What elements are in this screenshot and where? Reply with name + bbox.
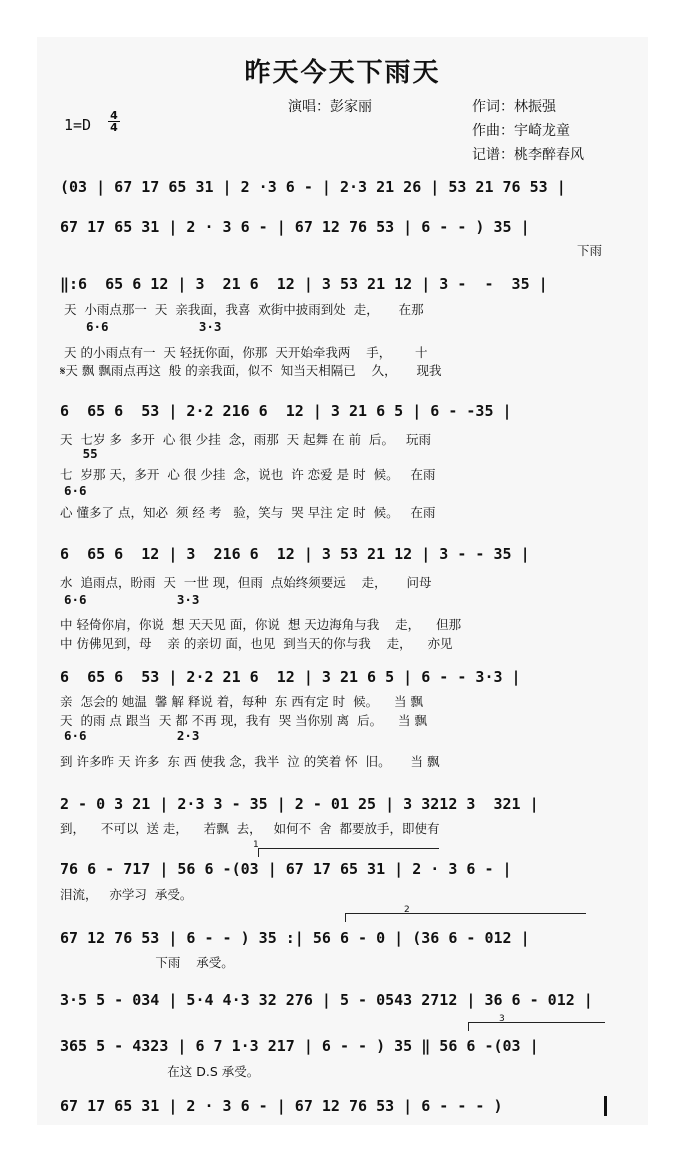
- score-line-8-notes: 76 6 - 717 | 56 6 -(03 | 67 17 65 31 | 2 · 3 6 - |: [60, 860, 512, 878]
- score-line-11-lyrics: 在这 D.S 承受。: [60, 1064, 260, 1079]
- score-line-6-lyrics-2: 天 的雨 点 跟当 天 都 不再 现，我有 哭 当你别 离 后。 当 飘: [60, 713, 427, 728]
- score-line-9-lyrics: 下雨 承受。: [60, 955, 234, 970]
- score-line-5-lyrics-2: 中 轻倚你肩，你说 想 天天见 面，你说 想 天边海角与我 走， 但那: [60, 617, 462, 632]
- score-line-4-variant-notes-2: 6·6: [64, 483, 87, 498]
- score-line-6-variant-notes: 6·6 2·3: [64, 728, 200, 743]
- song-title: 昨天今天下雨天: [244, 58, 441, 88]
- score-line-5-notes: 6 65 6 12 | 3 216 6 12 | 3 53 21 12 | 3 - - 35 |: [60, 545, 530, 563]
- time-signature: [108, 110, 120, 133]
- score-line-3-lyrics-3: 𝄋天 飘 飘雨点再这 般 的亲我面，似不 知当天相隔已 久， 现我: [60, 363, 442, 378]
- score-line-2-notes: 67 17 65 31 | 2 · 3 6 - | 67 12 76 53 | 6 - - ) 35 |: [60, 218, 530, 236]
- score-line-12-notes: 67 17 65 31 | 2 · 3 6 - | 67 12 76 53 | 6 - - - ): [60, 1097, 503, 1115]
- score-line-2-lyrics: 下雨: [577, 243, 603, 258]
- score-line-5-variant-notes: 6·6 3·3: [64, 592, 200, 607]
- transcriber-credit: 记谱：桃李醉春风: [472, 147, 584, 163]
- score-line-10-notes: 3·5 5 - 034 | 5·4 4·3 32 276 | 5 - 0543 2712 | 36 6 - 012 |: [60, 991, 593, 1009]
- final-barline: [604, 1096, 607, 1116]
- score-line-4-variant-notes-1: 55: [60, 446, 98, 461]
- score-line-1-notes: (03 | 67 17 65 31 | 2 ·3 6 - | 2·3 21 26 | 53 21 76 53 |: [60, 178, 566, 196]
- score-line-3-notes: ‖:6 65 6 12 | 3 21 6 12 | 3 53 21 12 | 3 - - 35 |: [60, 275, 548, 293]
- composer-credit: 作曲：宇崎龙童: [472, 123, 570, 139]
- score-line-7-lyrics: 到， 不可以 送 走， 若飘 去， 如何不 舍 都要放手，即使有: [60, 821, 440, 836]
- score-line-3-lyrics-1: 天 小雨点那一 天 亲我面，我喜 欢街中披雨到处 走， 在那: [60, 302, 424, 317]
- score-line-9-notes: 67 12 76 53 | 6 - - ) 35 :| 56 6 - 0 | (36 6 - 012 |: [60, 929, 530, 947]
- score-line-3-variant-notes: 6·6 3·3: [86, 319, 222, 334]
- time-signature-top: 4: [110, 109, 118, 122]
- score-line-5-lyrics-1: 水 追雨点，盼雨 天 一世 现，但雨 点始终须要远 走， 问母: [60, 575, 432, 590]
- singer-credit: 演唱：彭家丽: [288, 99, 372, 115]
- score-line-4-notes: 6 65 6 53 | 2·2 216 6 12 | 3 21 6 5 | 6 - -35 |: [60, 402, 512, 420]
- score-line-11-notes: 365 5 - 4323 | 6 7 1·3 217 | 6 - - ) 35 ‖ 56 6 -(03 |: [60, 1037, 539, 1055]
- score-line-4-lyrics-1: 天 七岁 多 多开 心 很 少挂 念，雨那 天 起舞 在 前 后。 玩雨: [60, 432, 431, 447]
- score-line-6-lyrics-3: 到 许多昨 天 许多 东 西 使我 念，我半 泣 的笑着 怀 旧。 当 飘: [60, 754, 440, 769]
- score-line-6-lyrics-1: 亲 怎会的 她温 馨 解 释说 着，每种 东 西有定 时 候。 当 飘: [60, 694, 423, 709]
- score-line-5-lyrics-3: 中 仿佛见到，母 亲 的亲切 面，也见 到当天的你与我 走， 亦见: [60, 636, 453, 651]
- key-signature: 1=D: [64, 116, 92, 134]
- score-line-3-lyrics-2: 天 的小雨点有一 天 轻抚你面，你那 天开始牵我两 手， 十: [60, 345, 428, 360]
- score-line-7-notes: 2 - 0 3 21 | 2·3 3 - 35 | 2 - 01 25 | 3 3212 3 321 |: [60, 795, 539, 813]
- time-signature-bottom: 4: [108, 121, 120, 133]
- score-line-6-notes: 6 65 6 53 | 2·2 21 6 12 | 3 21 6 5 | 6 - - 3·3 |: [60, 668, 521, 686]
- volta-bracket-2: 2: [345, 913, 586, 922]
- score-line-8-lyrics: 泪流， 亦学习 承受。: [60, 887, 193, 902]
- score-line-4-lyrics-3: 心 懂多了 点，知必 须 经 考 验，笑与 哭 早注 定 时 候。 在雨: [60, 505, 436, 520]
- volta-bracket-3: 3: [468, 1022, 605, 1031]
- score-line-4-lyrics-2: 七 岁那 天，多开 心 很 少挂 念，说也 许 恋爱 是 时 候。 在雨: [60, 467, 436, 482]
- lyricist-credit: 作词：林振强: [472, 99, 556, 115]
- volta-bracket-1: 1: [258, 848, 439, 857]
